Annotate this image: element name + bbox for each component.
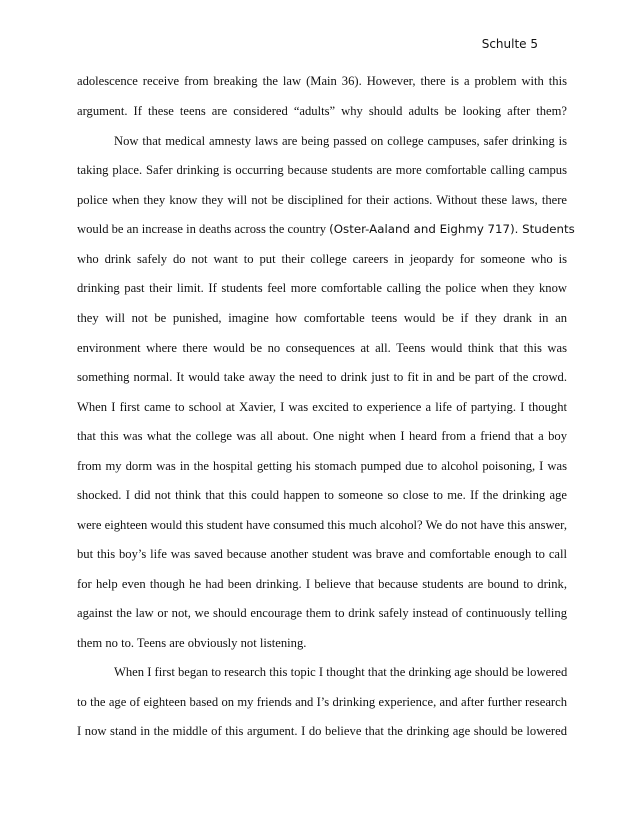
body-line: shocked. I did not think that this could happen to someone so close to me. If the drinking age — [77, 488, 567, 502]
citation: (Oster-Aaland and Eighmy 717). Students — [329, 222, 575, 236]
body-line-text: would be an increase in deaths across the country — [77, 222, 326, 236]
body-line: environment where there would be no consequences at all. Teens would think that this was — [77, 341, 567, 355]
body-line: something normal. It would take away the need to drink just to fit in and be part of the crowd. — [77, 370, 567, 384]
body-line: taking place. Safer drinking is occurring because students are more comfortable calling campus — [77, 163, 567, 177]
body-line: When I first began to research this topic I thought that the drinking age should be lowered — [114, 665, 568, 679]
body-line: Now that medical amnesty laws are being passed on college campuses, safer drinking is — [114, 134, 567, 148]
body-line: police when they know they will not be disciplined for their actions. Without these laws, there — [77, 193, 567, 207]
body-line: for help even though he had been drinking. I believe that because students are bound to drink, — [77, 577, 567, 591]
body-line: that this was what the college was all about. One night when I heard from a friend that a boy — [77, 429, 567, 443]
body-line: adolescence receive from breaking the law (Main 36). However, there is a problem with this — [77, 74, 567, 88]
body-line: but this boy’s life was saved because another student was brave and comfortable enough to call — [77, 547, 567, 561]
body-line: I now stand in the middle of this argument. I do believe that the drinking age should be lowered — [77, 724, 567, 738]
body-line: from my dorm was in the hospital getting his stomach pumped due to alcohol poisoning, I was — [77, 459, 567, 473]
body-line: drinking past their limit. If students feel more comfortable calling the police when they know — [77, 281, 567, 295]
body-line: who drink safely do not want to put their college careers in jeopardy for someone who is — [77, 252, 567, 266]
body-line-with-citation — [77, 221, 575, 237]
body-line: argument. If these teens are considered “adults” why should adults be looking after them? — [77, 104, 567, 118]
body-line: When I first came to school at Xavier, I was excited to experience a life of partying. I thought — [77, 400, 567, 414]
body-line: were eighteen would this student have consumed this much alcohol? We do not have this answer, — [77, 518, 567, 532]
body-line: to the age of eighteen based on my friends and I’s drinking experience, and after further research — [77, 695, 567, 709]
body-line: against the law or not, we should encourage them to drink safely instead of continuously telling — [77, 606, 567, 620]
running-head: Schulte 5 — [481, 37, 538, 51]
body-line: them no to. Teens are obviously not listening. — [77, 636, 307, 650]
body-line: they will not be punished, imagine how comfortable teens would be if they drank in an — [77, 311, 567, 325]
